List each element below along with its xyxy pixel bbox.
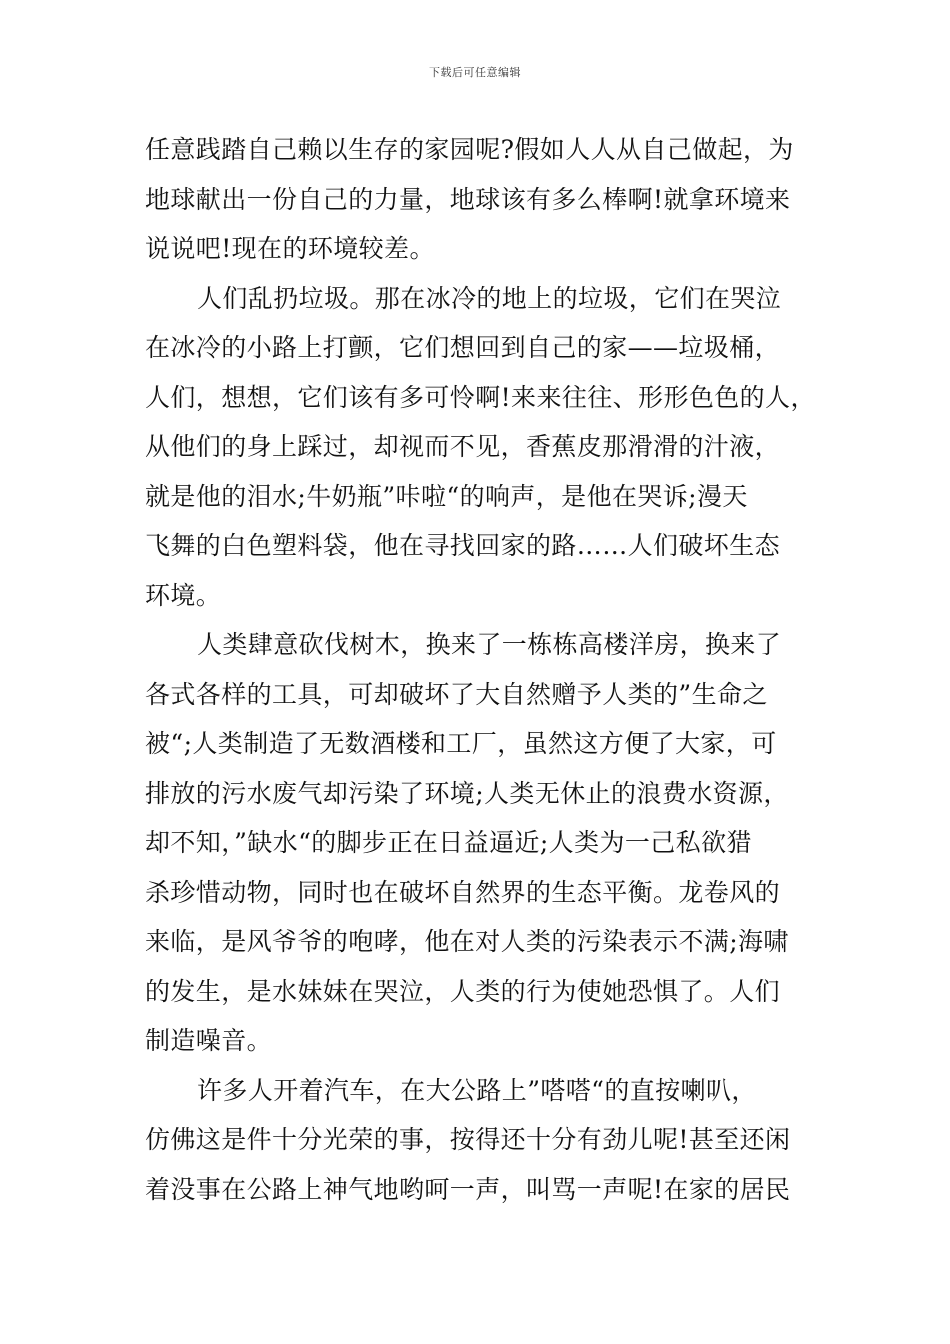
text-line: 地球献出一份自己的力量，地球该有多么棒啊!就拿环境来 [145, 184, 791, 214]
text-line: 飞舞的白色塑料袋，他在寻找回家的路……人们破坏生态 [145, 531, 781, 560]
text-line: 仿佛这是件十分光荣的事，按得还十分有劲儿呢!甚至还闲 [145, 1125, 791, 1154]
body-text [145, 125, 815, 1214]
text-line: 各式各样的工具，可却破坏了大自然赠予人类的”生命之 [145, 679, 768, 709]
text-line: 就是他的泪水;牛奶瓶”咔啦“的响声，是他在哭诉;漫天 [145, 481, 748, 511]
text-line: 说说吧!现在的环境较差。 [145, 234, 435, 263]
text-line: 却不知，”缺水“的脚步正在日益逼近;人类为一己私欲猎 [145, 828, 752, 857]
paragraph-start-line: 许多人开着汽车，在大公路上”嗒嗒“的直按喇叭， [197, 1075, 757, 1105]
text-line: 排放的污水废气却污染了环境;人类无休止的浪费水资源， [145, 778, 789, 808]
text-line: 从他们的身上踩过，却视而不见，香蕉皮那滑滑的汁液， [145, 432, 781, 461]
text-line: 人们，想想，它们该有多可怜啊!来来往往、形形色色的人， [145, 382, 816, 412]
text-line: 制造噪音。 [145, 1026, 273, 1055]
paragraph-start-line: 人类肆意砍伐树木，换来了一栋栋高楼洋房，换来了 [197, 630, 782, 659]
text-line: 环境。 [145, 580, 222, 610]
text-line: 来临，是风爷爷的咆哮，他在对人类的污染表示不满;海啸 [145, 927, 789, 956]
page-header: 下载后可任意编辑 [429, 66, 521, 79]
text-line: 着没事在公路上神气地哟呵一声，叫骂一声呢!在家的居民 [145, 1174, 791, 1204]
paragraph-start-line: 人们乱扔垃圾。那在冰冷的地上的垃圾，它们在哭泣 [197, 283, 782, 313]
text-line: 任意践踏自己赖以生存的家园呢?假如人人从自己做起，为 [145, 135, 794, 164]
text-line: 在冰冷的小路上打颤，它们想回到自己的家——垃圾桶， [145, 333, 781, 362]
text-line: 的发生，是水妹妹在哭泣，人类的行为使她恐惧了。人们 [145, 976, 781, 1006]
text-line: 杀珍惜动物，同时也在破坏自然界的生态平衡。龙卷风的 [145, 877, 781, 907]
text-line: 被“;人类制造了无数酒楼和工厂，虽然这方便了大家，可 [145, 729, 777, 758]
